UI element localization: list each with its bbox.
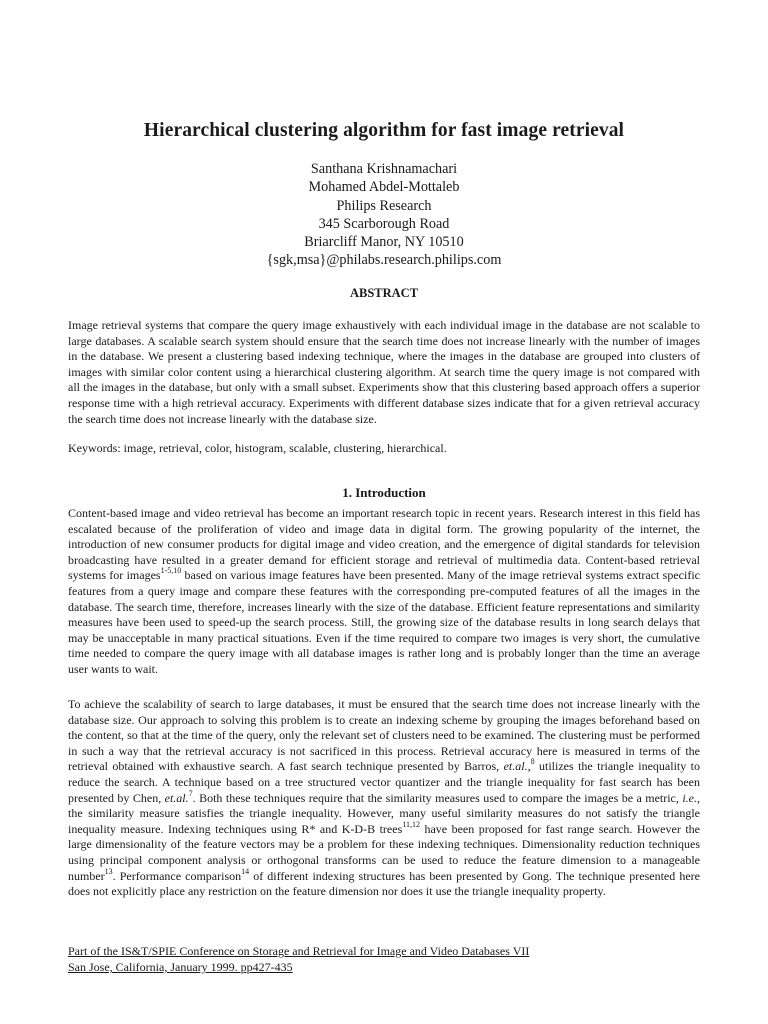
citation-ref: 1-5,10 [160,566,182,576]
text-run: have been proposed for fast range search. However the large dimensionality of the feature vectors may be a problem for these indexing techniques. Dimensionality reduction techniques using principal component analysis or orthogonal transforms can be used to reduce the feature dimension to a manageable number [68,821,700,883]
author-affiliation: Philips Research [336,197,432,214]
citation-ref: 14 [241,866,250,876]
conference-footnote [68,943,529,975]
footnote-line: Part of the IS&T/SPIE Conference on Storage and Retrieval for Image and Video Databases VII [68,944,530,958]
author-name: Mohamed Abdel-Mottaleb [308,179,460,196]
author-email: {sgk,msa}@philabs.research.philips.com [266,252,502,269]
author-block [0,160,768,270]
text-run: Content-based image and video retrieval has become an important research topic in recent years. Research interest in this field has escalated because of the proliferation of video and image data in digital form. The growing popularity of the internet, the introduction of new consumer products for digital image and video creation, and the emergence of digital standards for television broadcasting have resulted in a greater demand for efficient storage and retrieval of multimedia data. Content-based retrieval systems for images [68,506,700,583]
latin-abbrev: i.e. [682,790,697,805]
section-heading-introduction: 1. Introduction [342,485,426,500]
latin-abbrev: et.al., [503,759,531,774]
author-address: 345 Scarborough Road [318,215,450,232]
text-run: , the similarity measure satisfies the triangle inequality. However, many useful similarity measures do not satisfy the triangle inequality measure. Indexing techniques using R* and K-D-B trees [68,790,700,836]
keywords-line: Keywords: image, retrieval, color, histogram, scalable, clustering, hierarchical. [68,441,447,455]
footnote-line: San Jose, California, January 1999. pp427-435 [68,960,293,974]
abstract-heading: ABSTRACT [349,286,419,300]
citation-ref: 7 [188,788,193,798]
intro-paragraph-2 [68,697,700,900]
text-run: To achieve the scalability of search to large databases, it must be ensured that the search time does not increase linearly with the database size. Our approach to solving this problem is to create an indexing scheme by grouping the images beforehand based on the content, so that at the time of the query, only the relevant set of clusters need to be examined. The clustering must be performed in such a way that the retrieval accuracy is not sacrificed in this process. Retrieval accuracy here is measured in terms of the retrieval obtained with exhaustive search. A fast search technique presented by Barros, [68,697,700,774]
abstract-text: Image retrieval systems that compare the query image exhaustively with each individual image in the database are not scalable to large databases. A scalable search system should ensure that the search time does not increase linearly with the number of images in the database. We present a clustering based indexing technique, where the images in the database are grouped into clusters of images with similar color content using a hierarchical clustering algorithm. At search time the query image is not compared with all the images in the database, but only with a small subset. Experiments show that this clustering based approach offers a superior response time with a high retrieval accuracy. Experiments with different database sizes indicate that for a given retrieval accuracy the search time does not increase linearly with the database size. [68,318,700,426]
author-address: Briarcliff Manor, NY 10510 [304,234,464,251]
text-run: utilizes the triangle inequality to reduce the search. A technique based on a tree structured vector quantizer and the triangle inequality for fast search has been presented by Chen, [68,759,700,805]
latin-abbrev: et.al. [164,790,189,805]
citation-ref: 11,12 [402,819,420,829]
citation-ref: 13 [104,866,113,876]
text-run: . Both these techniques require that the similarity measures used to compare the images be a metric, [192,790,683,805]
text-run: . Performance comparison [112,868,242,883]
author-name: Santhana Krishnamachari [310,161,458,177]
text-run: based on various image features have been presented. Many of the image retrieval systems extract specific features from a query image and compare these features with the corresponding pre-computed features of all the images in the database. The search time, therefore, increases linearly with the size of the database. Efficient feature representations and similarity measures have been used to speed-up the search process. Still, the growing size of the database results in long search delays that may be unacceptable in many practical situations. Even if the time required to compare two images is very short, the cumulative time needed to compare the query image with all database images is rather long and is probably longer than the time an average user wants to wait. [68,568,700,676]
paper-title: Hierarchical clustering algorithm for fast image retrieval [143,120,625,141]
intro-paragraph-1 [68,506,700,678]
citation-ref: 8 [530,757,535,767]
text-run: of different indexing structures has been presented by Gong. The technique presented here does not explicitly place any restriction on the feature dimension nor does it use the triangle inequality property. [68,868,700,899]
